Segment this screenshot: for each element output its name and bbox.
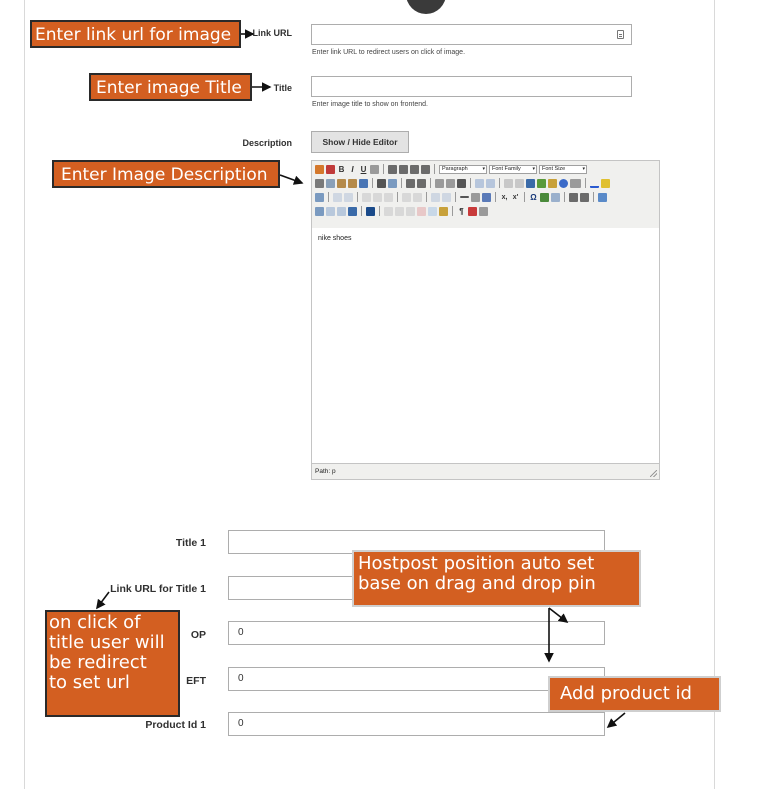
- annotation-redirect-line-3: be redirect: [49, 652, 147, 674]
- annotation-title: Enter image Title: [89, 73, 252, 101]
- link-url-hint: Enter link URL to redirect users on click of image.: [312, 49, 466, 56]
- annotation-description: Enter Image Description: [52, 160, 280, 188]
- italic-icon[interactable]: I: [351, 164, 354, 174]
- bold-icon[interactable]: B: [338, 164, 345, 174]
- subscript-icon[interactable]: x,: [501, 193, 508, 201]
- arrow-redirect-icon: [97, 592, 109, 608]
- font-size-select[interactable]: Font Size ▾: [539, 165, 587, 174]
- arrow-position-top-icon: [549, 608, 567, 622]
- title-hint: Enter image title to show on frontend.: [312, 101, 428, 108]
- editor-path: Path: p: [315, 468, 336, 475]
- annotation-redirect: [45, 610, 180, 717]
- title-label: Title: [273, 83, 292, 93]
- top-position-label: OP: [190, 629, 206, 641]
- annotation-redirect-line-2: title user will: [49, 632, 165, 654]
- link-url-label: Link URL: [252, 28, 292, 38]
- format-select[interactable]: Paragraph ▾: [439, 165, 487, 174]
- special-char-icon[interactable]: Ω: [530, 192, 537, 202]
- annotation-position-line-2: base on drag and drop pin: [358, 573, 596, 595]
- link-url-title-1-label: Link URL for Title 1: [110, 583, 206, 595]
- annotation-redirect-line-1: on click of: [49, 612, 141, 633]
- editor-content[interactable]: nike shoes: [312, 228, 659, 463]
- annotation-redirect-line-4: to set url: [49, 672, 130, 694]
- left-position-label: EFT: [186, 675, 206, 687]
- arrow-description-icon: [280, 175, 302, 183]
- product-id-1-input[interactable]: 0: [228, 712, 605, 736]
- annotation-link-url: Enter link url for image: [30, 20, 241, 48]
- description-label: Description: [242, 138, 292, 148]
- visual-chars-icon[interactable]: ¶: [459, 206, 464, 216]
- font-family-select[interactable]: Font Family ▾: [489, 165, 537, 174]
- underline-icon[interactable]: U: [360, 164, 367, 174]
- superscript-icon[interactable]: x': [512, 193, 519, 201]
- top-position-input[interactable]: 0: [228, 621, 605, 645]
- annotation-position: [352, 550, 641, 607]
- product-id-1-label: Product Id 1: [145, 719, 206, 731]
- annotation-product-id: Add product id: [548, 676, 721, 712]
- toggle-editor-button[interactable]: Show / Hide Editor: [311, 131, 409, 153]
- title-1-label: Title 1: [175, 537, 206, 549]
- arrow-product-id-icon: [608, 713, 625, 727]
- annotation-position-line-1: Hostpost position auto set: [358, 553, 595, 574]
- left-position-input[interactable]: 0: [228, 667, 605, 691]
